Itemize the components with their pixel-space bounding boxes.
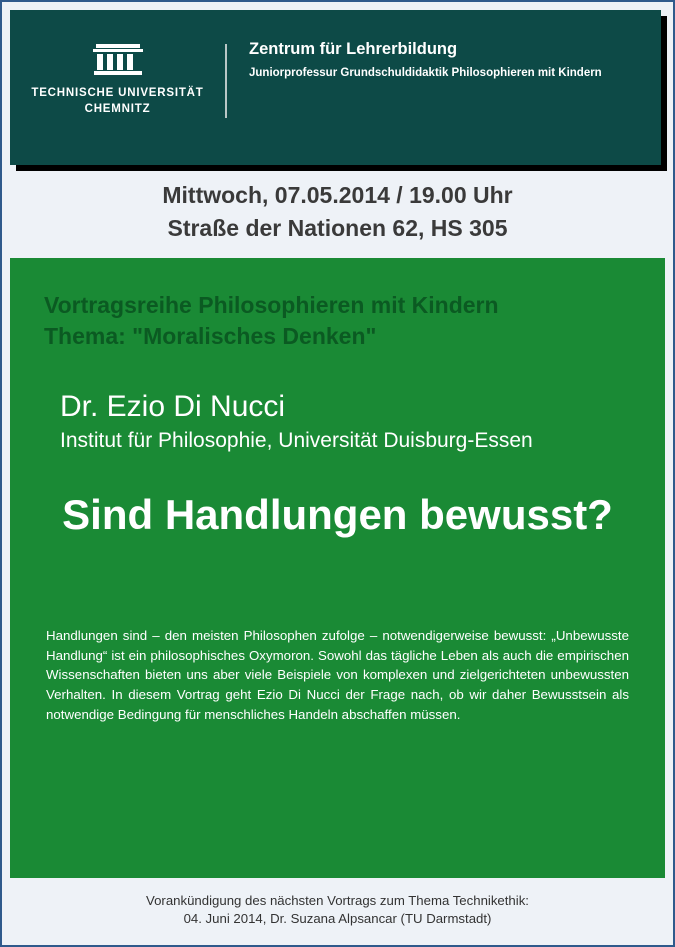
tu-chemnitz-logo [10,40,225,117]
abstract-text: Handlungen sind – den meisten Philosophen zufolge – notwendigerweise bewusst: „Unbewusste Handlung“ ist ein philosophisches Oxymoron. Sowohl das tägliche Leben als auch die empirischen Wissenschaften bieten uns aber viele Beispiele von komplexen und zielgerichteten unbewussten Verhalten. In diesem Vortrag geht Ezio Di Nucci der Frage nach, ob wir daher Bewusstsein als notwendige Bedingung für menschliches Handeln abschaffen müssen. [46,628,629,722]
footer-line-2: 04. Juni 2014, Dr. Suzana Alpsancar (TU Darmstadt) [183,911,492,927]
main-panel [10,258,665,878]
speaker-affiliation: Institut für Philosophie, Universität Duisburg-Essen [60,428,533,452]
event-location: Straße der Nationen 62, HS 305 [167,215,508,242]
series-line-2: Thema: "Moralisches Denken" [44,322,377,349]
event-details [2,165,673,258]
speaker-name: Dr. Ezio Di Nucci [60,389,286,423]
poster-footer [2,878,673,939]
institution-line-2: CHEMNITZ [84,102,151,115]
event-datetime: Mittwoch, 07.05.2014 / 19.00 Uhr [162,182,513,208]
series-line-1: Vortragsreihe Philosophieren mit Kindern [44,291,499,318]
series-title [44,290,637,352]
header-text-block [227,40,661,81]
center-title: Zentrum für Lehrerbildung [249,40,458,58]
center-subtitle: Juniorprofessur Grundschuldidaktik Philosophieren mit Kindern [249,66,602,79]
university-crest-icon [90,40,146,76]
footer-line-1: Vorankündigung des nächsten Vortrags zum Thema Technikethik: [146,892,529,908]
header-inner [10,10,661,165]
poster-header [10,10,661,165]
institution-name [10,86,225,117]
talk-title: Sind Handlungen bewusst? [62,490,613,538]
institution-line-1: TECHNISCHE UNIVERSITÄT [31,87,204,99]
